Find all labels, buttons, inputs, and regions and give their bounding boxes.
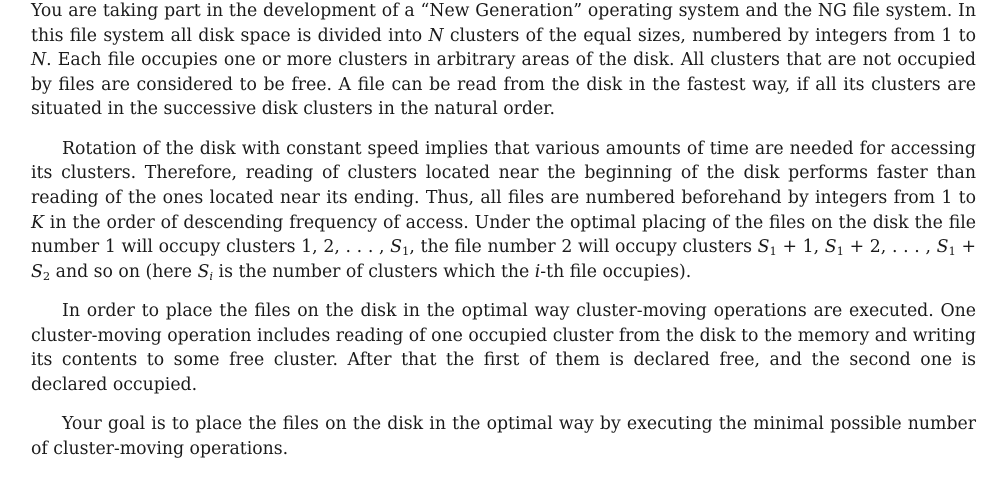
text-run: + 2, . . . , <box>843 237 937 258</box>
paragraph-intro <box>31 0 976 122</box>
math-variable: S <box>31 261 43 282</box>
math-variable: S <box>390 237 403 258</box>
math-variable: S <box>197 261 210 282</box>
math-symbol <box>31 50 46 70</box>
text-run: + <box>955 237 976 258</box>
paragraph-goal <box>31 412 976 461</box>
math-subscript: 1 <box>402 244 410 259</box>
text-run: Your goal is to place the files on the disk in the optimal way by executing the minimal possible number of cluster-moving operations. <box>31 414 976 459</box>
math-variable: S <box>757 237 770 258</box>
math-symbol <box>31 262 50 282</box>
math-symbol <box>758 237 777 257</box>
text-run: You are taking part in the development of a “New Generation” operating system and the NG file system. In this file system all disk space is divided into <box>31 1 976 46</box>
math-subscript: 2 <box>42 268 51 283</box>
math-variable: K <box>31 212 44 233</box>
text-run: and so on (here <box>50 261 198 282</box>
math-symbol <box>31 213 44 233</box>
text-run: is the number of clusters which the <box>213 261 535 282</box>
text-run: In order to place the files on the disk in the optimal way cluster-moving operations are executed. One cluster-moving operation includes reading of one occupied cluster from the disk to the memory and writing its contents to some free cluster. After that the first of them is declared free, and the second one is declared occupied. <box>31 301 976 395</box>
text-run: Rotation of the disk with constant speed implies that various amounts of time are needed for accessing its clusters. Therefore, reading of clusters located near the beginning of the disk performs faster than reading of the ones located near its ending. Thus, all files are numbered beforehand by integers from 1 to <box>31 138 976 208</box>
text-run: + 1, <box>776 237 825 258</box>
math-subscript: i <box>209 268 214 283</box>
math-variable: N <box>31 50 47 71</box>
paragraph-disk-rotation <box>31 137 976 285</box>
math-variable: N <box>428 25 444 46</box>
paragraph-cluster-moving <box>31 299 976 397</box>
text-run: in the order of descending frequency of access. Under the optimal placing of the files on the disk the file number 1 will occupy clusters 1, 2, . . . , <box>31 212 976 258</box>
math-subscript: 1 <box>769 244 777 259</box>
math-variable: i <box>534 261 541 282</box>
math-symbol <box>198 262 214 282</box>
math-symbol <box>428 26 443 46</box>
text-run: , the file number 2 will occupy clusters <box>409 237 758 258</box>
math-symbol <box>390 237 409 257</box>
text-run: . Each file occupies one or more clusters in arbitrary areas of the disk. All clusters that are not occupied by files are considered to be free. A file can be read from the disk in the fastest way, if all its clusters are situated in the successive disk clusters in the natural order. <box>31 50 976 120</box>
text-run: clusters of the equal sizes, numbered by integers from 1 to <box>443 25 976 46</box>
problem-statement <box>31 0 976 476</box>
math-symbol <box>937 237 956 257</box>
math-subscript: 1 <box>948 244 956 259</box>
math-symbol <box>825 237 844 257</box>
math-variable: S <box>824 237 837 258</box>
text-run: -th file occupies). <box>540 261 692 282</box>
math-subscript: 1 <box>836 244 844 259</box>
math-variable: S <box>936 237 949 258</box>
